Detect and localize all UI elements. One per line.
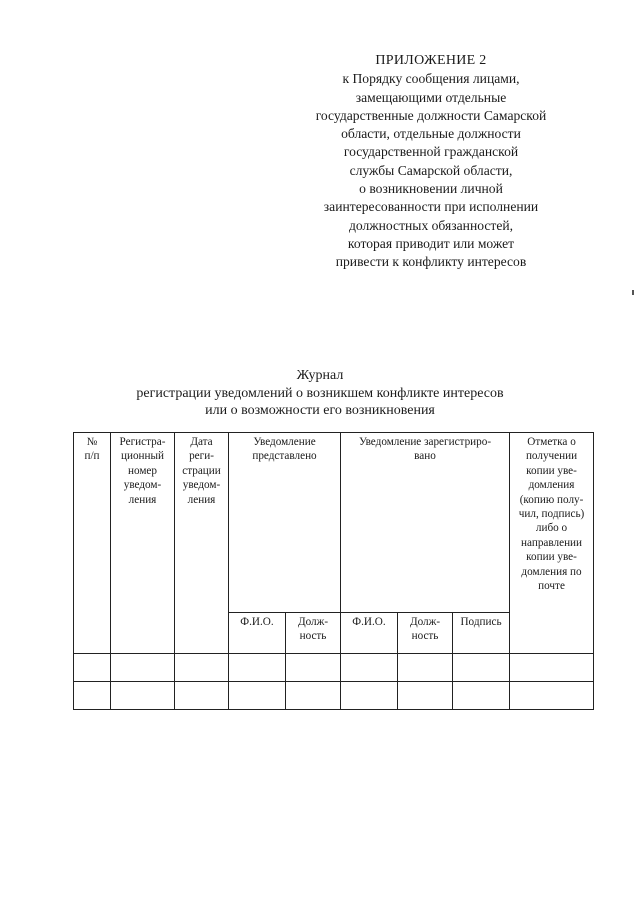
subheader-registered-position: Долж- ность <box>398 613 453 654</box>
appendix-line: должностных обязанностей, <box>348 217 514 233</box>
appendix-line: государственные должности Самарской <box>315 107 547 123</box>
appendix-line: привести к конфликту интересов <box>335 254 527 270</box>
appendix-line: к Порядку сообщения лицами, <box>342 71 520 87</box>
header-submitted: Уведомление представлено <box>229 433 341 613</box>
appendix-block <box>300 52 562 272</box>
appendix-line: заинтересованности при исполнении <box>323 199 539 215</box>
journal-title-line: Журнал <box>296 368 344 383</box>
appendix-line: государственной гражданской <box>343 144 519 160</box>
header-number: № п/п <box>74 433 111 654</box>
table-header-row <box>74 433 594 613</box>
table-row <box>74 654 594 682</box>
appendix-line: области, отдельные должности <box>341 126 521 142</box>
journal-title <box>60 367 580 420</box>
subheader-registered-fio: Ф.И.О. <box>341 613 398 654</box>
header-reg-number: Регистра- ционный номер уведом- ления <box>111 433 175 654</box>
appendix-line: которая приводит или может <box>347 235 515 251</box>
subheader-signature: Подпись <box>453 613 510 654</box>
appendix-heading: ПРИЛОЖЕНИЕ 2 <box>375 53 487 68</box>
table-row <box>74 682 594 710</box>
journal-table <box>73 432 594 710</box>
subheader-submitted-position: Долж- ность <box>286 613 341 654</box>
journal-title-line: регистрации уведомлений о возникшем конфликте интересов <box>136 385 504 401</box>
header-registered: Уведомление зарегистриро- вано <box>341 433 510 613</box>
journal-title-line: или о возможности его возникновения <box>205 403 435 418</box>
appendix-line: о возникновении личной <box>359 181 503 197</box>
header-reg-date: Дата реги- страции уведом- ления <box>175 433 229 654</box>
header-copy-mark: Отметка о получении копии уве- домления (копию полу- чил, подпись) либо о направлении копии уве- домления по почте <box>510 433 594 654</box>
appendix-line: службы Самарской области, <box>349 162 513 178</box>
scan-speck <box>632 290 634 295</box>
subheader-submitted-fio: Ф.И.О. <box>229 613 286 654</box>
appendix-line: замещающими отдельные <box>355 89 507 105</box>
